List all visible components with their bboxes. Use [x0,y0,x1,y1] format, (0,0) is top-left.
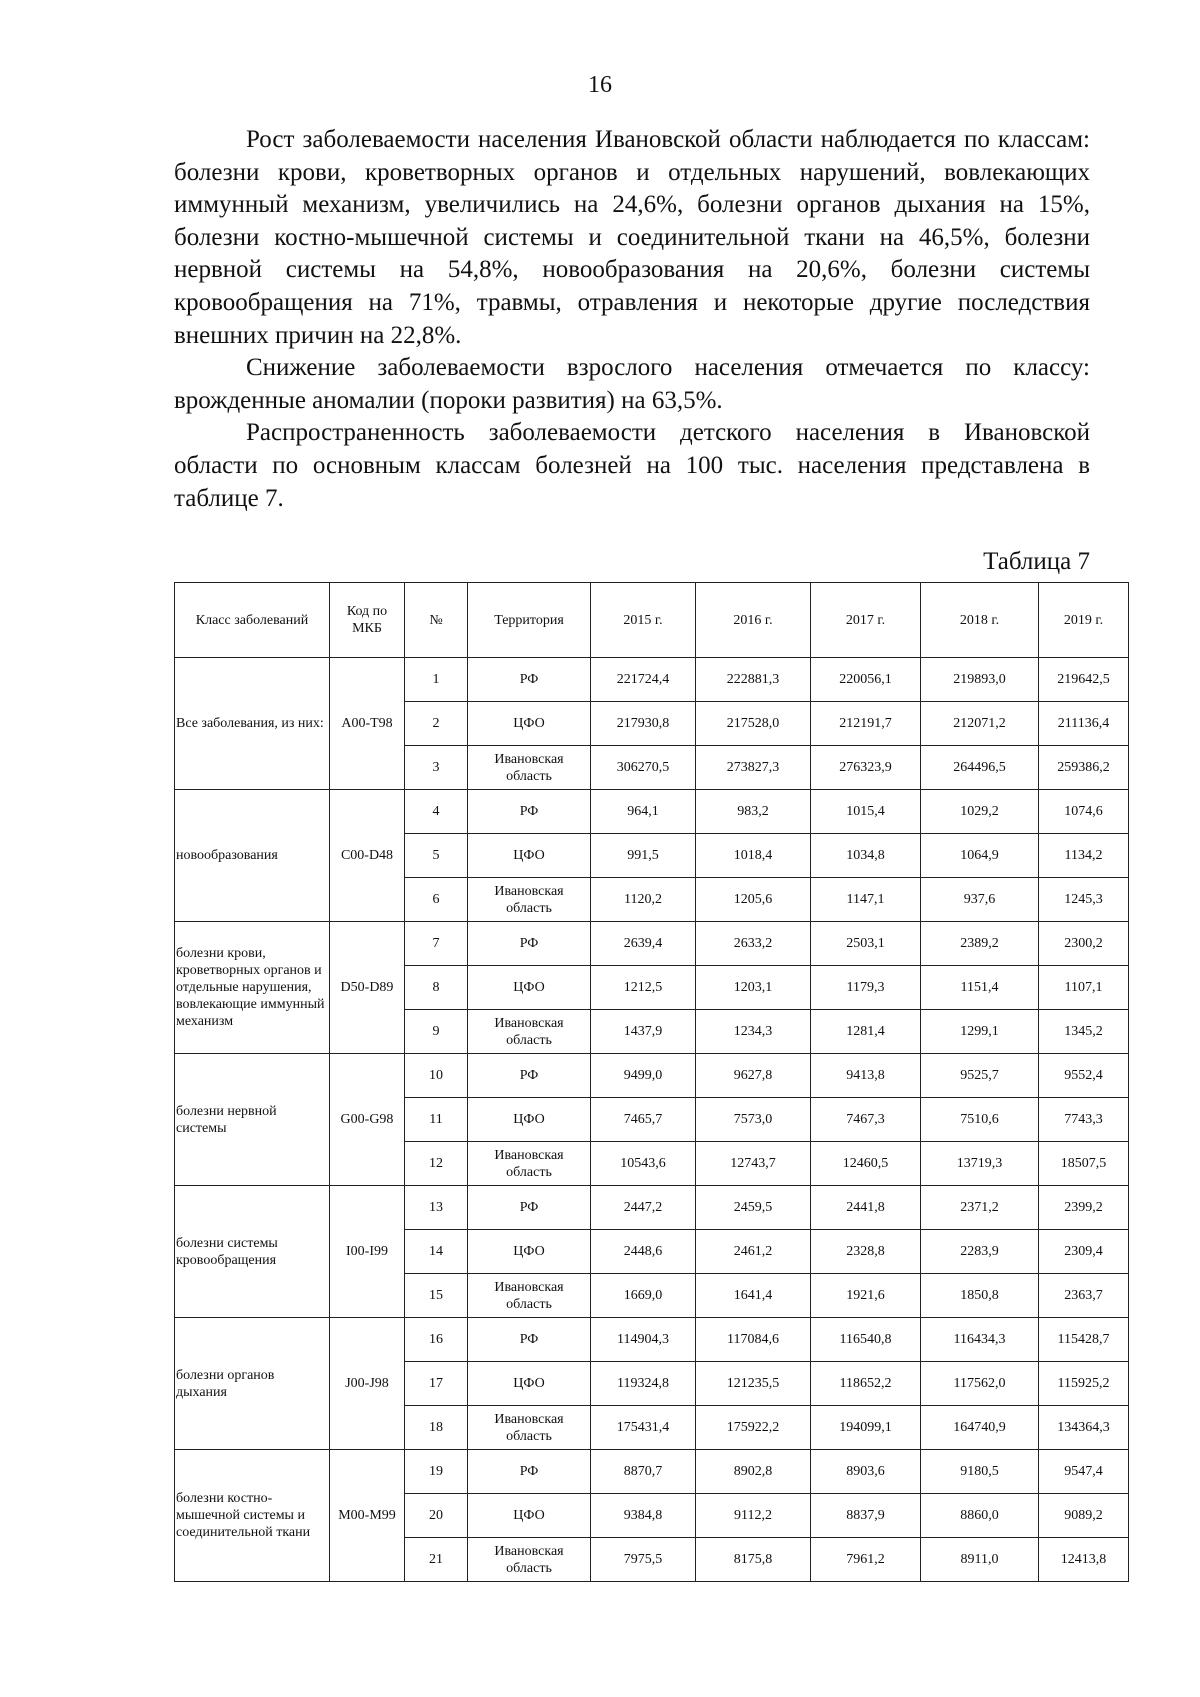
value-2019: 2300,2 [1039,922,1129,966]
territory: ЦФО [468,1494,591,1538]
value-2015: 2448,6 [591,1230,696,1274]
value-2016: 1205,6 [696,878,811,922]
value-2016: 983,2 [696,790,811,834]
header-year-2018: 2018 г. [921,583,1039,658]
value-2016: 2459,5 [696,1186,811,1230]
value-2016: 9112,2 [696,1494,811,1538]
paragraph-growth: Рост заболеваемости населения Ивановской области наблюдается по классам: болезни крови, кроветворных органов и отдельных нарушений, вовлекающих иммунный механизм, увеличились на 24,6%, болезни органов дыхания на 15%, болезни костно-мышечной системы и соединительной ткани на 46,5%, болезни нервной системы на 54,8%, новообразования на 20,6%, болезни системы кровообращения на 71%, травмы, отравления и некоторые другие последствия внешних причин на 22,8%. [174,126,1090,349]
territory: РФ [468,658,591,702]
disease-class: болезни органов дыхания [175,1318,330,1450]
disease-class: Все заболевания, из них: [175,658,330,790]
value-2016: 175922,2 [696,1406,811,1450]
row-number: 19 [405,1450,468,1494]
value-2017: 1921,6 [811,1274,921,1318]
value-2018: 8911,0 [921,1538,1039,1582]
value-2016: 1234,3 [696,1010,811,1054]
value-2019: 2363,7 [1039,1274,1129,1318]
value-2016: 7573,0 [696,1098,811,1142]
value-2016: 8902,8 [696,1450,811,1494]
value-2017: 2328,8 [811,1230,921,1274]
value-2016: 1641,4 [696,1274,811,1318]
value-2017: 2441,8 [811,1186,921,1230]
value-2015: 175431,4 [591,1406,696,1450]
value-2018: 1299,1 [921,1010,1039,1054]
body-text [174,124,1090,515]
page-number: 16 [588,72,612,98]
value-2017: 7961,2 [811,1538,921,1582]
row-number: 12 [405,1142,468,1186]
value-2017: 2503,1 [811,922,921,966]
row-number: 11 [405,1098,468,1142]
value-2018: 937,6 [921,878,1039,922]
value-2019: 12413,8 [1039,1538,1129,1582]
value-2015: 306270,5 [591,746,696,790]
territory: Ивановская область [468,1142,591,1186]
value-2019: 7743,3 [1039,1098,1129,1142]
value-2018: 2389,2 [921,922,1039,966]
disease-class: болезни нервной системы [175,1054,330,1186]
value-2018: 7510,6 [921,1098,1039,1142]
territory: ЦФО [468,966,591,1010]
value-2017: 220056,1 [811,658,921,702]
territory: Ивановская область [468,878,591,922]
value-2018: 9525,7 [921,1054,1039,1098]
value-2016: 117084,6 [696,1318,811,1362]
table-row [175,1054,1129,1098]
value-2015: 7975,5 [591,1538,696,1582]
header-year-2019: 2019 г. [1039,583,1129,658]
territory: ЦФО [468,834,591,878]
row-number: 7 [405,922,468,966]
value-2016: 222881,3 [696,658,811,702]
header-year-2016: 2016 г. [696,583,811,658]
value-2019: 211136,4 [1039,702,1129,746]
value-2017: 194099,1 [811,1406,921,1450]
icd-code: D50-D89 [330,922,405,1054]
table-row [175,1450,1129,1494]
icd-code: J00-J98 [330,1318,405,1450]
value-2015: 10543,6 [591,1142,696,1186]
value-2016: 2633,2 [696,922,811,966]
row-number: 3 [405,746,468,790]
territory: ЦФО [468,1362,591,1406]
disease-class: болезни крови, кроветворных органов и отдельные нарушения, вовлекающие иммунный механизм [175,922,330,1054]
territory: РФ [468,790,591,834]
territory: РФ [468,1450,591,1494]
value-2015: 1212,5 [591,966,696,1010]
row-number: 9 [405,1010,468,1054]
territory: РФ [468,1054,591,1098]
row-number: 8 [405,966,468,1010]
value-2019: 134364,3 [1039,1406,1129,1450]
table-row [175,1186,1129,1230]
value-2016: 2461,2 [696,1230,811,1274]
value-2017: 8903,6 [811,1450,921,1494]
value-2019: 9552,4 [1039,1054,1129,1098]
row-number: 17 [405,1362,468,1406]
header-class: Класс заболеваний [175,583,330,658]
table-row [175,1318,1129,1362]
icd-code: C00-D48 [330,790,405,922]
territory: Ивановская область [468,1274,591,1318]
icd-code: M00-M99 [330,1450,405,1582]
value-2015: 217930,8 [591,702,696,746]
value-2017: 7467,3 [811,1098,921,1142]
value-2018: 1850,8 [921,1274,1039,1318]
header-code: Код по МКБ [330,583,405,658]
paragraph-table-intro: Распространенность заболеваемости детского населения в Ивановской области по основным классам болезней на 100 тыс. населения представлена в таблице 7. [174,419,1090,512]
value-2015: 1669,0 [591,1274,696,1318]
territory: РФ [468,922,591,966]
territory: РФ [468,1186,591,1230]
territory: Ивановская область [468,1538,591,1582]
value-2017: 1281,4 [811,1010,921,1054]
value-2015: 221724,4 [591,658,696,702]
value-2019: 1107,1 [1039,966,1129,1010]
row-number: 16 [405,1318,468,1362]
value-2015: 9499,0 [591,1054,696,1098]
value-2017: 1179,3 [811,966,921,1010]
value-2015: 1437,9 [591,1010,696,1054]
value-2017: 9413,8 [811,1054,921,1098]
value-2016: 12743,7 [696,1142,811,1186]
header-territory: Территория [468,583,591,658]
value-2015: 2639,4 [591,922,696,966]
value-2015: 7465,7 [591,1098,696,1142]
table-header-row [175,583,1129,658]
value-2018: 2371,2 [921,1186,1039,1230]
paragraph-decline: Снижение заболеваемости взрослого населения отмечается по классу: врожденные аномалии (пороки развития) на 63,5%. [174,354,1090,414]
value-2019: 9089,2 [1039,1494,1129,1538]
disease-class: новообразования [175,790,330,922]
value-2016: 1203,1 [696,966,811,1010]
value-2018: 219893,0 [921,658,1039,702]
value-2016: 273827,3 [696,746,811,790]
value-2018: 117562,0 [921,1362,1039,1406]
row-number: 15 [405,1274,468,1318]
value-2018: 13719,3 [921,1142,1039,1186]
value-2017: 1147,1 [811,878,921,922]
value-2015: 119324,8 [591,1362,696,1406]
value-2018: 9180,5 [921,1450,1039,1494]
value-2017: 116540,8 [811,1318,921,1362]
icd-code: A00-T98 [330,658,405,790]
value-2018: 1029,2 [921,790,1039,834]
row-number: 21 [405,1538,468,1582]
value-2016: 9627,8 [696,1054,811,1098]
value-2018: 1151,4 [921,966,1039,1010]
value-2019: 9547,4 [1039,1450,1129,1494]
value-2019: 219642,5 [1039,658,1129,702]
value-2019: 1074,6 [1039,790,1129,834]
disease-class: болезни системы кровообращения [175,1186,330,1318]
value-2015: 114904,3 [591,1318,696,1362]
value-2018: 8860,0 [921,1494,1039,1538]
territory: Ивановская область [468,1406,591,1450]
value-2015: 991,5 [591,834,696,878]
value-2019: 115925,2 [1039,1362,1129,1406]
value-2019: 2309,4 [1039,1230,1129,1274]
row-number: 14 [405,1230,468,1274]
value-2017: 1015,4 [811,790,921,834]
value-2018: 2283,9 [921,1230,1039,1274]
value-2018: 212071,2 [921,702,1039,746]
value-2016: 121235,5 [696,1362,811,1406]
value-2018: 1064,9 [921,834,1039,878]
territory: ЦФО [468,1230,591,1274]
value-2018: 116434,3 [921,1318,1039,1362]
row-number: 4 [405,790,468,834]
territory: Ивановская область [468,746,591,790]
icd-code: I00-I99 [330,1186,405,1318]
table-row [175,922,1129,966]
row-number: 13 [405,1186,468,1230]
header-number: № [405,583,468,658]
icd-code: G00-G98 [330,1054,405,1186]
value-2019: 18507,5 [1039,1142,1129,1186]
value-2015: 8870,7 [591,1450,696,1494]
value-2019: 1134,2 [1039,834,1129,878]
table-row [175,658,1129,702]
header-year-2015: 2015 г. [591,583,696,658]
value-2015: 2447,2 [591,1186,696,1230]
header-year-2017: 2017 г. [811,583,921,658]
value-2016: 217528,0 [696,702,811,746]
territory: ЦФО [468,1098,591,1142]
row-number: 1 [405,658,468,702]
disease-class: болезни костно-мышечной системы и соединительной ткани [175,1450,330,1582]
value-2017: 212191,7 [811,702,921,746]
value-2016: 8175,8 [696,1538,811,1582]
value-2019: 1345,2 [1039,1010,1129,1054]
value-2015: 964,1 [591,790,696,834]
value-2015: 1120,2 [591,878,696,922]
row-number: 5 [405,834,468,878]
value-2019: 1245,3 [1039,878,1129,922]
value-2017: 276323,9 [811,746,921,790]
territory: РФ [468,1318,591,1362]
value-2017: 12460,5 [811,1142,921,1186]
table-caption: Таблица 7 [983,548,1090,575]
value-2017: 8837,9 [811,1494,921,1538]
value-2017: 1034,8 [811,834,921,878]
row-number: 6 [405,878,468,922]
table-row [175,790,1129,834]
value-2015: 9384,8 [591,1494,696,1538]
territory: ЦФО [468,702,591,746]
value-2019: 115428,7 [1039,1318,1129,1362]
value-2017: 118652,2 [811,1362,921,1406]
morbidity-table [174,582,1129,1582]
row-number: 2 [405,702,468,746]
row-number: 10 [405,1054,468,1098]
value-2019: 2399,2 [1039,1186,1129,1230]
territory: Ивановская область [468,1010,591,1054]
value-2018: 264496,5 [921,746,1039,790]
value-2019: 259386,2 [1039,746,1129,790]
row-number: 20 [405,1494,468,1538]
row-number: 18 [405,1406,468,1450]
value-2018: 164740,9 [921,1406,1039,1450]
value-2016: 1018,4 [696,834,811,878]
